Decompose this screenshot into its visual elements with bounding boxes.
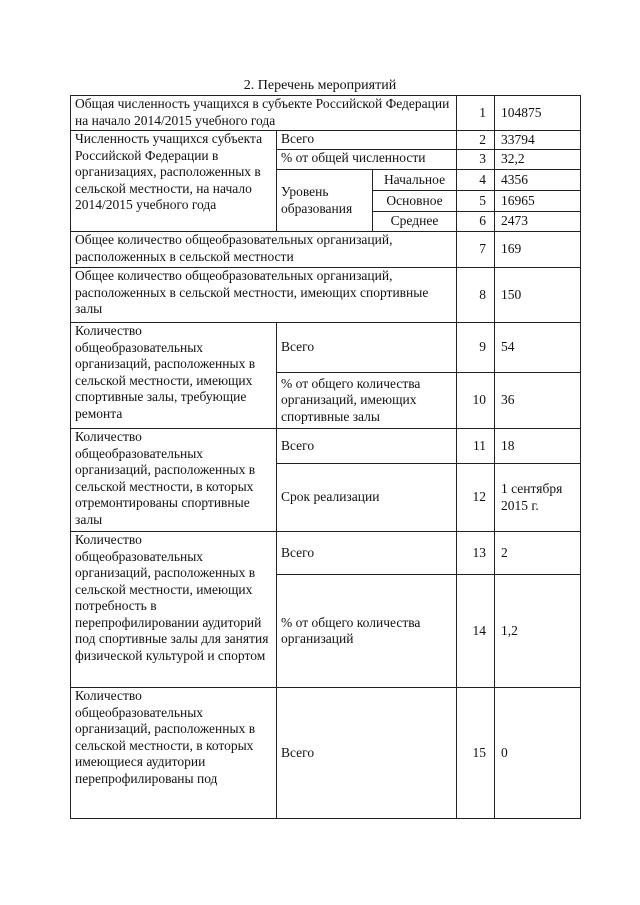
sub-label: Всего: [277, 532, 457, 575]
sub-label: Уровень образования: [277, 170, 373, 232]
row-number: 12: [457, 464, 495, 532]
row-value: 1 сентября 2015 г.: [495, 464, 581, 532]
table-row: [71, 532, 581, 575]
row-number: 2: [457, 131, 495, 150]
table-row: [71, 688, 581, 819]
sub-label: % от общего количества организаций: [277, 575, 457, 688]
sub-label: Всего: [277, 131, 457, 150]
group-label: Количество общеобразовательных организаций, расположенных в сельской местности, имеющих спортивные залы, требующие ремонта: [71, 323, 277, 429]
row-number: 10: [457, 373, 495, 429]
sub-label: Всего: [277, 429, 457, 464]
row-number: 15: [457, 688, 495, 819]
row-value: 36: [495, 373, 581, 429]
row-number: 8: [457, 268, 495, 323]
level-label: Начальное: [373, 170, 457, 191]
table-row: [71, 232, 581, 268]
table-row: [71, 131, 581, 150]
sub-label: % от общей численности: [277, 150, 457, 170]
table-row: [71, 429, 581, 464]
row-label: Общая численность учащихся в субъекте Российской Федерации на начало 2014/2015 учебного года: [71, 96, 457, 131]
measures-table: [70, 95, 581, 819]
row-value: 0: [495, 688, 581, 819]
level-label: Среднее: [373, 212, 457, 232]
row-number: 6: [457, 212, 495, 232]
row-value: 150: [495, 268, 581, 323]
row-value: 4356: [495, 170, 581, 191]
level-label: Основное: [373, 191, 457, 212]
row-value: 16965: [495, 191, 581, 212]
row-label: Общее количество общеобразовательных организаций, расположенных в сельской местности: [71, 232, 457, 268]
row-value: 32,2: [495, 150, 581, 170]
row-value: 18: [495, 429, 581, 464]
row-number: 4: [457, 170, 495, 191]
table-row: [71, 96, 581, 131]
row-label: Общее количество общеобразовательных организаций, расположенных в сельской местности, имеющих спортивные залы: [71, 268, 457, 323]
row-value: 1,2: [495, 575, 581, 688]
row-number: 1: [457, 96, 495, 131]
page-title: 2. Перечень мероприятий: [243, 78, 397, 93]
row-value: 33794: [495, 131, 581, 150]
table-row: [71, 268, 581, 323]
sub-label: Всего: [277, 323, 457, 373]
row-number: 14: [457, 575, 495, 688]
row-number: 11: [457, 429, 495, 464]
group-label: Количество общеобразовательных организаций, расположенных в сельской местности, имеющих потребность в перепрофилировании аудиторий под спортивные залы для занятия физической культурой и спортом: [71, 532, 277, 688]
group-label: Количество общеобразовательных организаций, расположенных в сельской местности, в которых отремонтированы спортивные залы: [71, 429, 277, 532]
row-value: 2: [495, 532, 581, 575]
row-number: 3: [457, 150, 495, 170]
sub-label: Срок реализации: [277, 464, 457, 532]
row-value: 169: [495, 232, 581, 268]
sub-label: Всего: [277, 688, 457, 819]
row-number: 5: [457, 191, 495, 212]
row-number: 9: [457, 323, 495, 373]
group-label: Численность учащихся субъекта Российской Федерации в организациях, расположенных в сельской местности, на начало 2014/2015 учебного года: [71, 131, 277, 232]
row-number: 7: [457, 232, 495, 268]
row-value: 2473: [495, 212, 581, 232]
sub-label: % от общего количества организаций, имеющих спортивные залы: [277, 373, 457, 429]
table-row: [71, 323, 581, 373]
row-value: 54: [495, 323, 581, 373]
group-label: Количество общеобразовательных организаций, расположенных в сельской местности, в которых имеющиеся аудитории перепрофилированы под: [71, 688, 277, 819]
row-number: 13: [457, 532, 495, 575]
row-value: 104875: [495, 96, 581, 131]
